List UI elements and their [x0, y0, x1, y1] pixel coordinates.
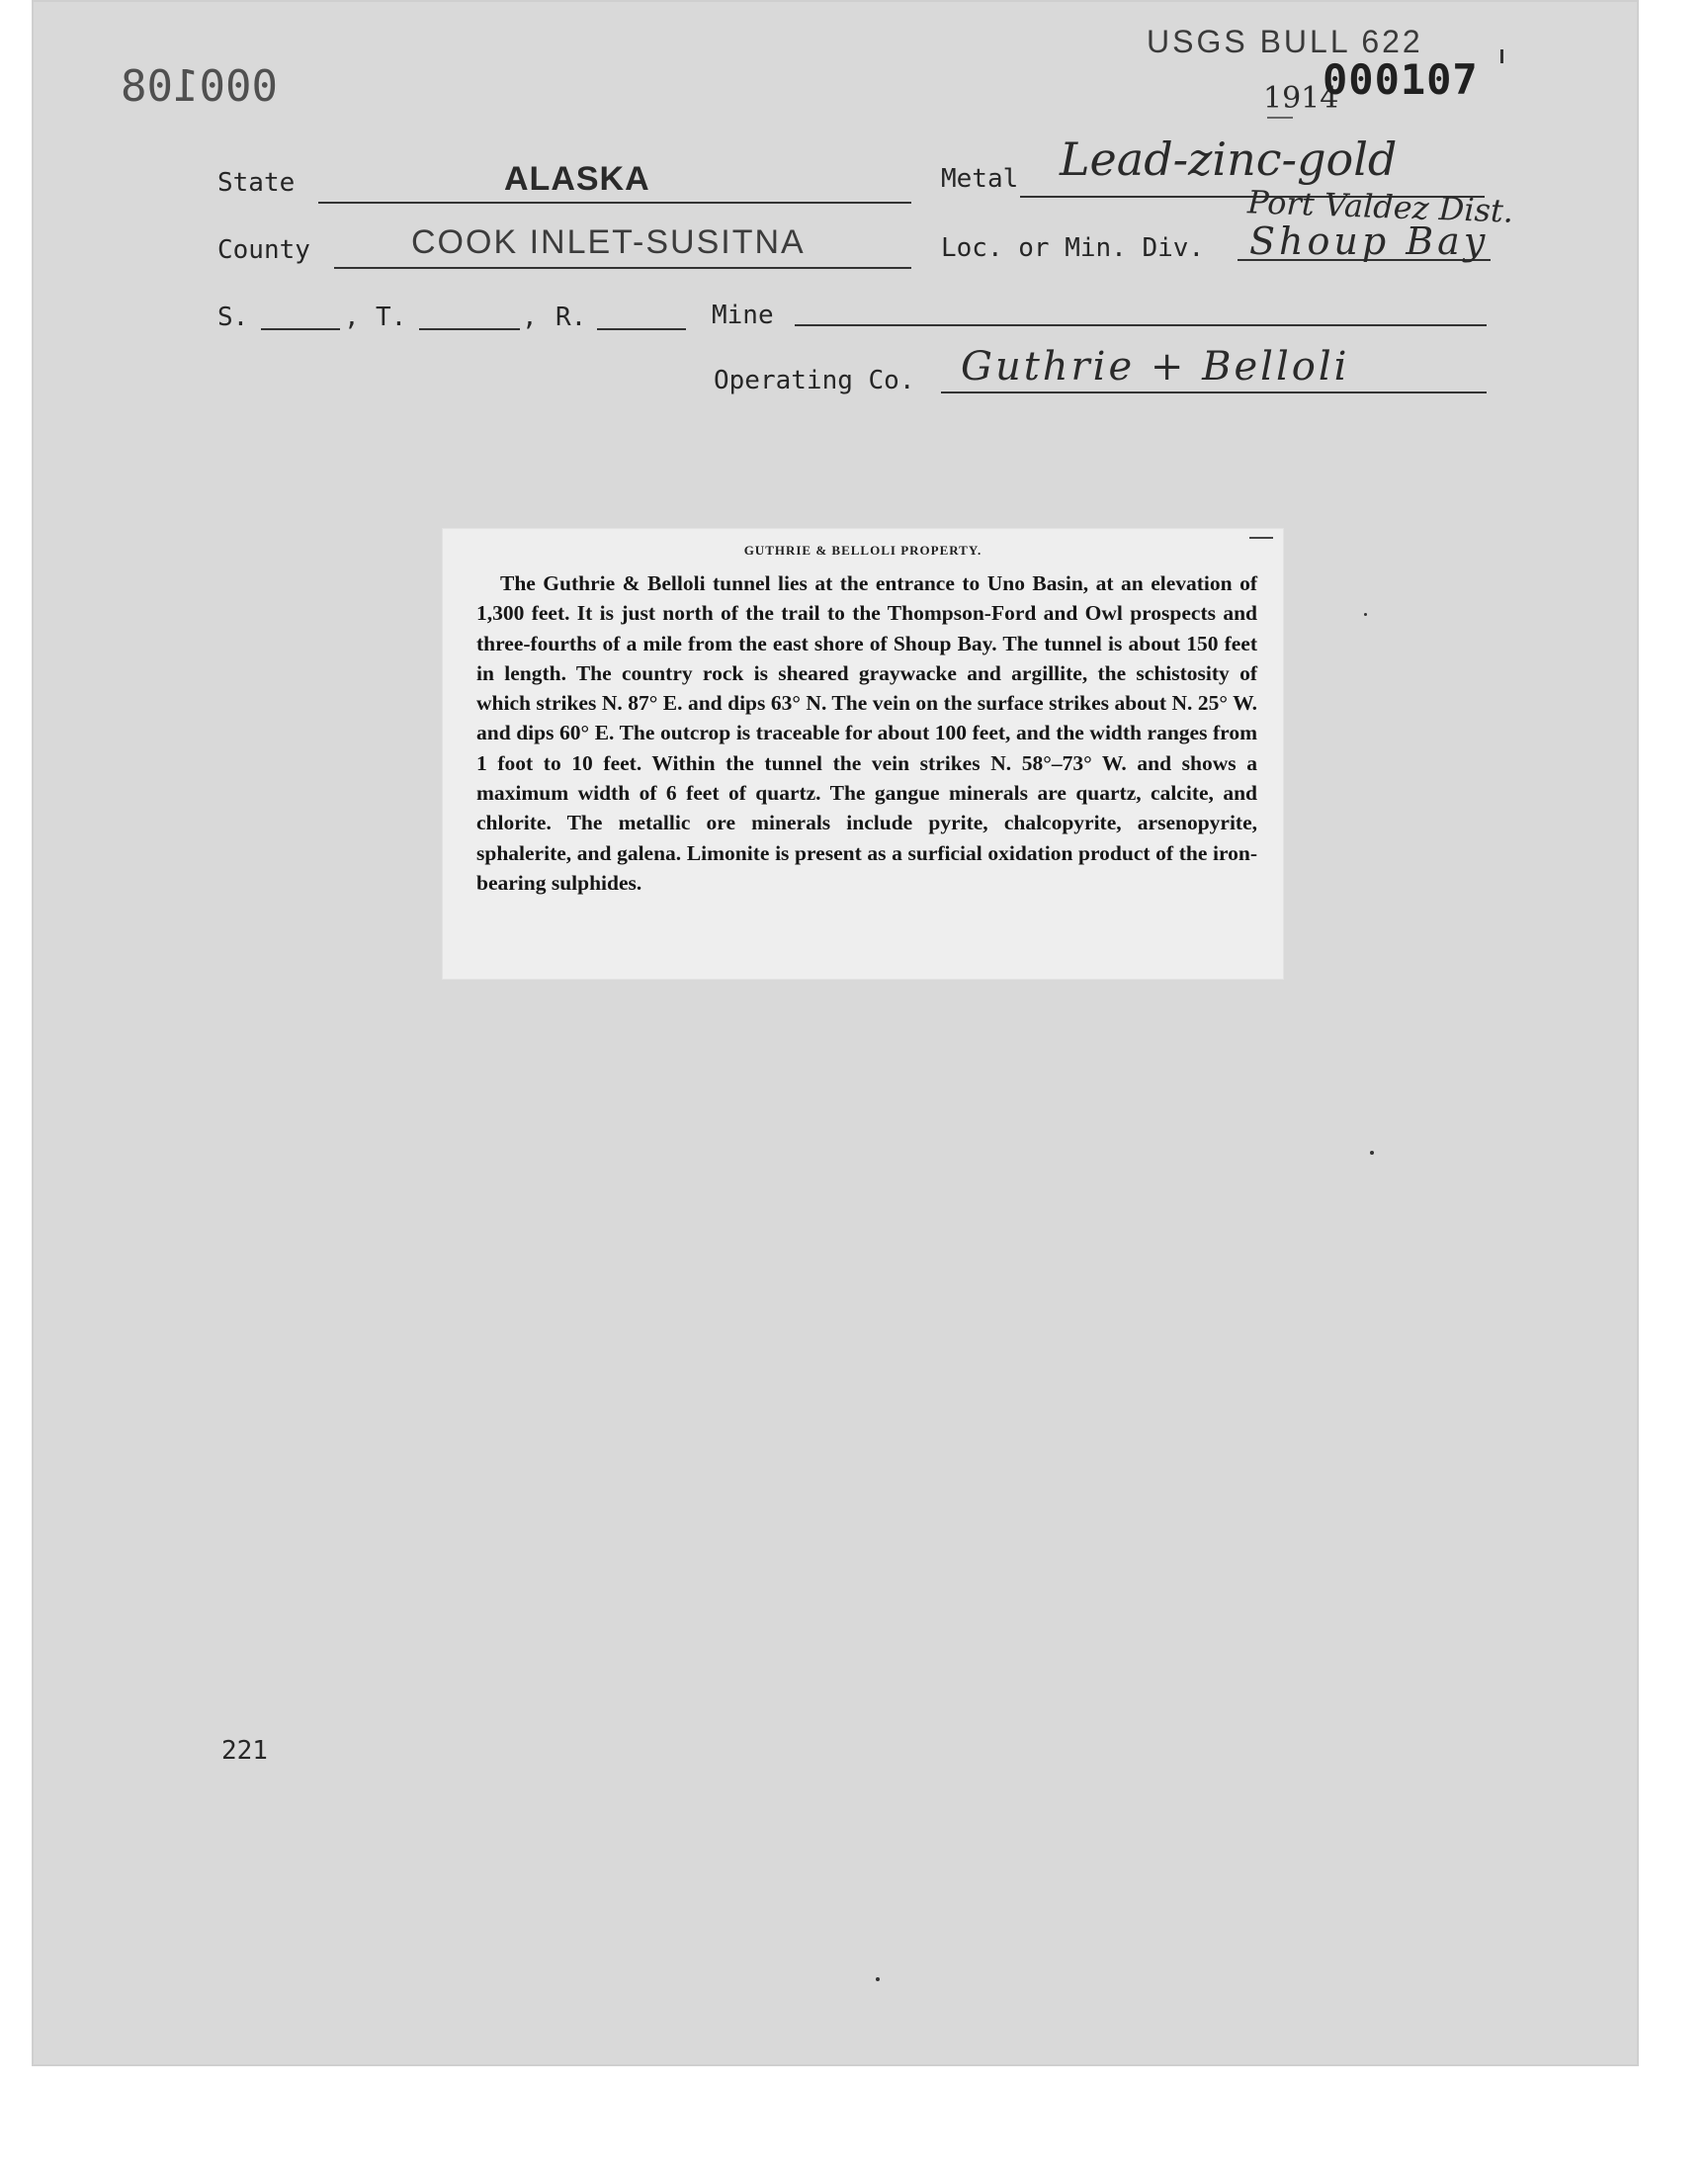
year-underline	[1267, 117, 1293, 119]
section-field-line	[261, 328, 340, 330]
clipping-corner-mark	[1249, 537, 1273, 539]
clipping-title: GUTHRIE & BELLOLI PROPERTY.	[743, 543, 982, 558]
mine-label: Mine	[712, 301, 774, 330]
operating-field-line	[941, 392, 1487, 393]
township-field-line	[419, 328, 520, 330]
comma-1: ,	[344, 303, 360, 332]
mine-field-line	[795, 324, 1487, 326]
range-label: R.	[555, 303, 587, 332]
metal-value: Lead-zinc-gold	[1060, 132, 1398, 186]
township-label: T.	[376, 303, 407, 332]
county-value: COOK INLET-SUSITNA	[411, 223, 806, 261]
comma-2: ,	[522, 303, 538, 332]
source-stamp: USGS BULL 622	[1147, 24, 1423, 59]
state-field-line	[318, 202, 911, 204]
year-note: 1914	[1263, 81, 1339, 116]
operating-value: Guthrie + Belloli	[961, 344, 1350, 390]
stamp-tick	[1500, 49, 1503, 63]
state-label: State	[217, 168, 296, 198]
operating-label: Operating Co.	[714, 366, 915, 395]
loc-label: Loc. or Min. Div.	[941, 233, 1205, 263]
index-card	[32, 0, 1639, 2066]
speck	[1370, 1151, 1374, 1155]
text-clipping	[443, 529, 1283, 979]
range-field-line	[597, 328, 686, 330]
loc-value: Shoup Bay	[1249, 219, 1490, 263]
page-number: 221	[221, 1736, 268, 1766]
record-number-mirrored: 000108	[121, 61, 278, 112]
speck	[876, 1977, 880, 1981]
county-field-line	[334, 267, 911, 269]
clipping-body: The Guthrie & Belloli tunnel lies at the entrance to Uno Basin, at an elevation of 1,300 feet. It is just north of the trail to the Thompson-Ford and Owl prospects and three-fourths of a mile from the east shore of Shoup Bay. The tunnel is about 150 feet in length. The country rock is sheared graywacke and argillite, the schistosity of which strikes N. 87° E. and dips 63° N. The vein on the surface strikes about N. 25° W. and dips 60° E. The outcrop is traceable for about 100 feet, and the width ranges from 1 foot to 10 feet. Within the tunnel the vein strikes N. 58°–73° W. and shows a maximum width of 6 feet of quartz. The gangue minerals are quartz, calcite, and chlorite. The metallic ore minerals include pyrite, chalcopyrite, arsenopyrite, sphalerite, and galena. Limonite is present as a surficial oxidation product of the iron-bearing sulphides.	[476, 571, 1257, 895]
state-value: ALASKA	[504, 160, 650, 198]
record-number: 000107	[1323, 55, 1479, 104]
loc-value-top: Port Valdez Dist.	[1246, 183, 1514, 230]
section-label: S.	[217, 303, 249, 332]
metal-label: Metal	[941, 164, 1019, 194]
speck	[1364, 613, 1367, 616]
county-label: County	[217, 235, 310, 265]
